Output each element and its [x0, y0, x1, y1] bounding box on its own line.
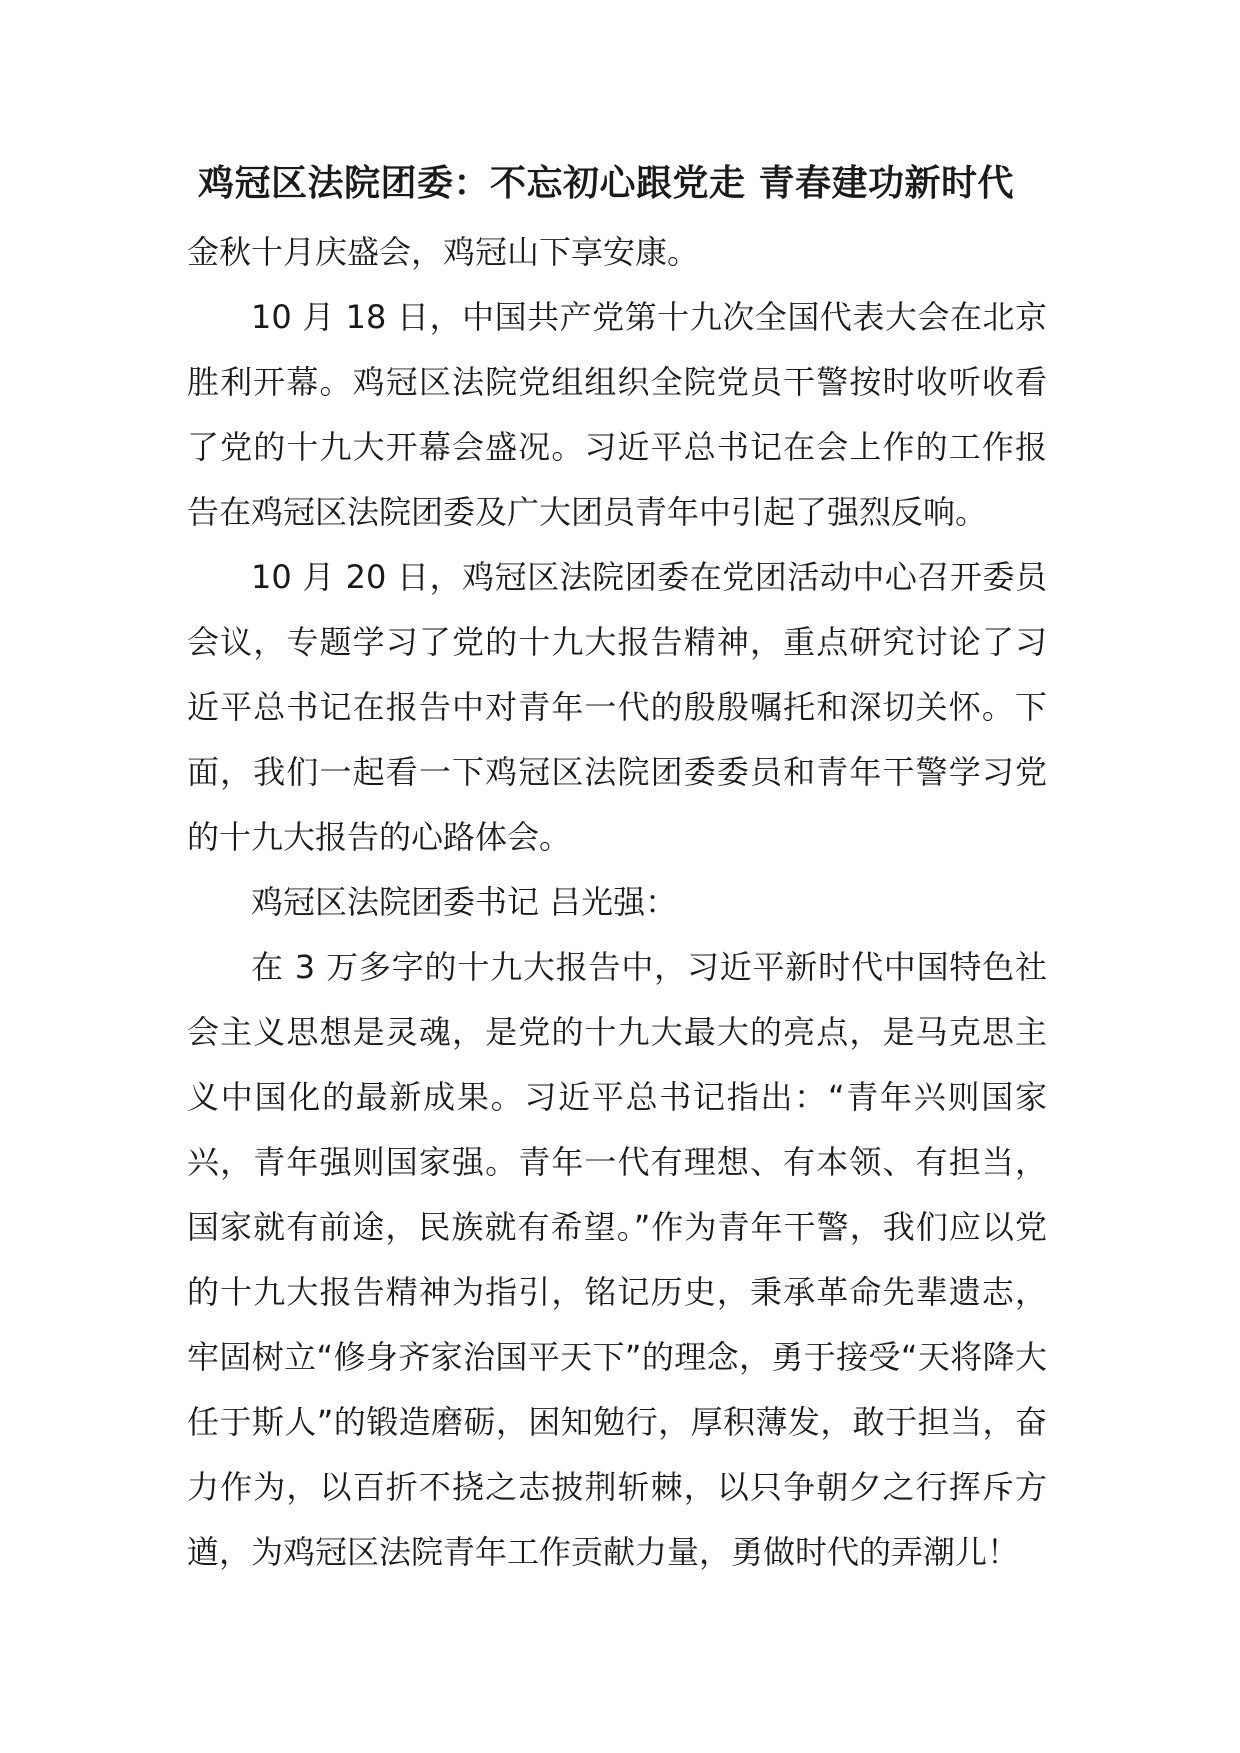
- paragraph-opening: 金秋十月庆盛会，鸡冠山下享安康。: [187, 233, 700, 271]
- paragraph-oct-20: 10 月 20 日，鸡冠区法院团委在党团活动中心召开委员会议，专题学习了党的十九大报告精神，重点研究讨论了习近平总书记在报告中对青年一代的殷殷嘱托和深切关怀。下面，我们一起看一下鸡冠区法院团委委员和青年干警学习党的十九大报告的心路体会。: [187, 558, 1047, 856]
- paragraph-oct-18: 10 月 18 日，中国共产党第十九次全国代表大会在北京胜利开幕。鸡冠区法院党组组织全院党员干警按时收听收看了党的十九大开幕会盛况。习近平总书记在会上作的工作报告在鸡冠区法院团委及广大团员青年中引起了强烈反响。: [187, 298, 1047, 531]
- document-title: 鸡冠区法院团委：不忘初心跟党走 青春建功新时代: [198, 163, 1015, 204]
- document-body: [187, 220, 1047, 1585]
- paragraph-speaker: 鸡冠区法院团委书记 吕光强：: [251, 883, 678, 921]
- paragraph-speech: 在 3 万多字的十九大报告中，习近平新时代中国特色社会主义思想是灵魂，是党的十九大最大的亮点，是马克思主义中国化的最新成果。习近平总书记指出：“青年兴则国家兴，青年强则国家强。青年一代有理想、有本领、有担当，国家就有前途，民族就有希望。”作为青年干警，我们应以党的十九大报告精神为指引，铭记历史，秉承革命先辈遗志，牢固树立“修身齐家治国平天下”的理念，勇于接受“天将降大任于斯人”的锻造磨砺，困知勉行，厚积薄发，敢于担当，奋力作为，以百折不挠之志披荆斩棘，以只争朝夕之行挥斥方遒，为鸡冠区法院青年工作贡献力量，勇做时代的弄潮儿！: [187, 948, 1047, 1571]
